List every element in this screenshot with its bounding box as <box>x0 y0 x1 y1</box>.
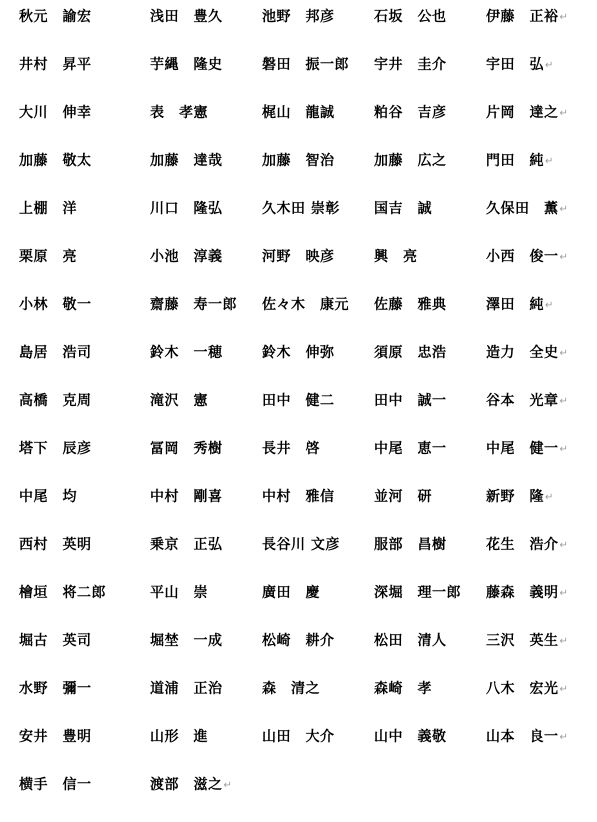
name-row <box>19 486 579 534</box>
name-text: 久保田 薫 <box>486 201 559 217</box>
name-row <box>19 102 579 150</box>
name-cell: 山中 義敬 <box>374 729 447 745</box>
name-text: 谷本 光章 <box>486 393 559 409</box>
name-row <box>19 582 579 630</box>
name-cell: 乗京 正弘 <box>150 537 223 553</box>
name-cell <box>486 582 568 605</box>
paragraph-mark-icon: ↵ <box>559 396 569 407</box>
name-cell: 中尾 均 <box>19 489 77 505</box>
paragraph-mark-icon: ↵ <box>559 540 569 551</box>
name-cell: 齋藤 寿一郎 <box>150 297 237 313</box>
name-cell: 平山 崇 <box>150 585 208 601</box>
name-cell: 並河 研 <box>374 489 432 505</box>
name-cell: 石坂 公也 <box>374 9 447 25</box>
name-cell: 松田 清人 <box>374 633 447 649</box>
name-cell <box>486 6 568 29</box>
name-cell: 横手 信一 <box>19 777 92 793</box>
paragraph-mark-icon: ↵ <box>559 684 569 695</box>
paragraph-mark-icon: ↵ <box>545 492 554 503</box>
name-text: 伊藤 正裕 <box>486 9 559 25</box>
name-cell: 長井 啓 <box>262 441 320 457</box>
name-cell: 西村 英明 <box>19 537 92 553</box>
paragraph-mark-icon: ↵ <box>559 348 569 359</box>
name-cell: 宇井 圭介 <box>374 57 447 73</box>
name-cell <box>486 342 568 365</box>
name-cell: 深堀 理一郎 <box>374 585 461 601</box>
name-text: 宇田 弘 <box>486 57 544 73</box>
name-row <box>19 534 579 582</box>
name-cell: 上棚 洋 <box>19 201 77 217</box>
name-cell: 道浦 正治 <box>150 681 223 697</box>
name-cell: 井村 昇平 <box>19 57 92 73</box>
name-cell: 森 清之 <box>262 681 320 697</box>
name-text: 三沢 英生 <box>486 633 559 649</box>
name-cell: 森崎 孝 <box>374 681 432 697</box>
name-cell: 加藤 広之 <box>374 153 447 169</box>
name-cell: 鈴木 一穂 <box>150 345 223 361</box>
name-cell <box>486 726 568 749</box>
name-cell: 川口 隆弘 <box>150 201 223 217</box>
name-row <box>19 630 579 678</box>
name-cell <box>486 390 568 413</box>
name-cell <box>486 294 554 317</box>
name-cell <box>486 54 554 77</box>
name-cell: 加藤 敬太 <box>19 153 92 169</box>
name-cell: 池野 邦彦 <box>262 9 335 25</box>
name-cell: 河野 映彦 <box>262 249 335 265</box>
name-cell: 廣田 慶 <box>262 585 320 601</box>
name-cell: 冨岡 秀樹 <box>150 441 223 457</box>
name-cell: 粕谷 吉彦 <box>374 105 447 121</box>
name-cell: 高橋 克周 <box>19 393 92 409</box>
name-cell: 山田 大介 <box>262 729 335 745</box>
name-text: 山本 良一 <box>486 729 559 745</box>
name-row <box>19 774 579 822</box>
name-cell <box>486 150 554 173</box>
name-cell: 須原 忠浩 <box>374 345 447 361</box>
name-cell: 秋元 諭宏 <box>19 9 92 25</box>
name-cell: 山形 進 <box>150 729 208 745</box>
paragraph-mark-icon: ↵ <box>545 300 554 311</box>
name-cell: 磐田 振一郎 <box>262 57 349 73</box>
name-row <box>19 198 579 246</box>
name-cell: 加藤 達哉 <box>150 153 223 169</box>
name-cell: 佐藤 雅典 <box>374 297 447 313</box>
name-cell <box>486 438 568 461</box>
name-text: 藤森 義明 <box>486 585 559 601</box>
name-cell <box>486 102 568 125</box>
name-text: 八木 宏光 <box>486 681 559 697</box>
name-cell: 鈴木 伸弥 <box>262 345 335 361</box>
name-cell: 堀古 英司 <box>19 633 92 649</box>
name-cell: 小林 敬一 <box>19 297 92 313</box>
name-cell: 松崎 耕介 <box>262 633 335 649</box>
name-cell: 長谷川 文彦 <box>262 537 340 553</box>
name-cell: 栗原 亮 <box>19 249 77 265</box>
name-row <box>19 294 579 342</box>
paragraph-mark-icon: ↵ <box>559 204 569 215</box>
name-cell <box>486 246 568 269</box>
name-cell: 大川 伸幸 <box>19 105 92 121</box>
name-row <box>19 54 579 102</box>
name-cell: 加藤 智治 <box>262 153 335 169</box>
name-cell: 水野 彌一 <box>19 681 92 697</box>
name-text: 新野 隆 <box>486 489 544 505</box>
name-cell: 中村 雅信 <box>262 489 335 505</box>
name-cell: 塔下 辰彦 <box>19 441 92 457</box>
paragraph-mark-icon: ↵ <box>223 780 233 791</box>
name-text: 渡部 滋之 <box>150 777 223 793</box>
name-cell <box>486 534 568 557</box>
name-cell: 滝沢 憲 <box>150 393 208 409</box>
paragraph-mark-icon: ↵ <box>559 732 569 743</box>
name-text: 澤田 純 <box>486 297 544 313</box>
paragraph-mark-icon: ↵ <box>559 444 569 455</box>
name-cell: 梶山 龍誠 <box>262 105 335 121</box>
paragraph-mark-icon: ↵ <box>559 588 569 599</box>
name-cell <box>486 678 568 701</box>
name-text: 造力 全史 <box>486 345 559 361</box>
name-cell: 田中 誠一 <box>374 393 447 409</box>
name-text: 門田 純 <box>486 153 544 169</box>
name-cell <box>486 486 554 509</box>
name-text: 花生 浩介 <box>486 537 559 553</box>
name-row <box>19 246 579 294</box>
name-cell: 芋縄 隆史 <box>150 57 223 73</box>
name-cell: 表 孝憲 <box>150 105 208 121</box>
name-cell: 小池 淳義 <box>150 249 223 265</box>
name-cell: 国吉 誠 <box>374 201 432 217</box>
name-cell: 服部 昌樹 <box>374 537 447 553</box>
paragraph-mark-icon: ↵ <box>559 636 569 647</box>
name-cell <box>150 774 232 797</box>
name-cell: 堀埜 一成 <box>150 633 223 649</box>
name-cell <box>486 198 568 221</box>
name-row <box>19 150 579 198</box>
name-cell <box>486 630 568 653</box>
name-row <box>19 342 579 390</box>
name-cell: 久木田 崇彰 <box>262 201 340 217</box>
name-cell: 佐々木 康元 <box>262 297 349 313</box>
name-cell: 中村 剛喜 <box>150 489 223 505</box>
name-row <box>19 678 579 726</box>
name-text: 小西 俊一 <box>486 249 559 265</box>
name-cell: 島居 浩司 <box>19 345 92 361</box>
name-row <box>19 726 579 774</box>
paragraph-mark-icon: ↵ <box>559 108 569 119</box>
name-cell: 中尾 恵一 <box>374 441 447 457</box>
paragraph-mark-icon: ↵ <box>545 60 554 71</box>
name-cell: 田中 健二 <box>262 393 335 409</box>
paragraph-mark-icon: ↵ <box>559 12 569 23</box>
name-table <box>19 6 579 822</box>
name-row <box>19 390 579 438</box>
name-row <box>19 6 579 54</box>
name-text: 片岡 達之 <box>486 105 559 121</box>
paragraph-mark-icon: ↵ <box>545 156 554 167</box>
name-cell: 興 亮 <box>374 249 418 265</box>
name-cell: 浅田 豊久 <box>150 9 223 25</box>
name-cell: 檜垣 将二郎 <box>19 585 106 601</box>
name-text: 中尾 健一 <box>486 441 559 457</box>
paragraph-mark-icon: ↵ <box>559 252 569 263</box>
name-row <box>19 438 579 486</box>
name-cell: 安井 豊明 <box>19 729 92 745</box>
